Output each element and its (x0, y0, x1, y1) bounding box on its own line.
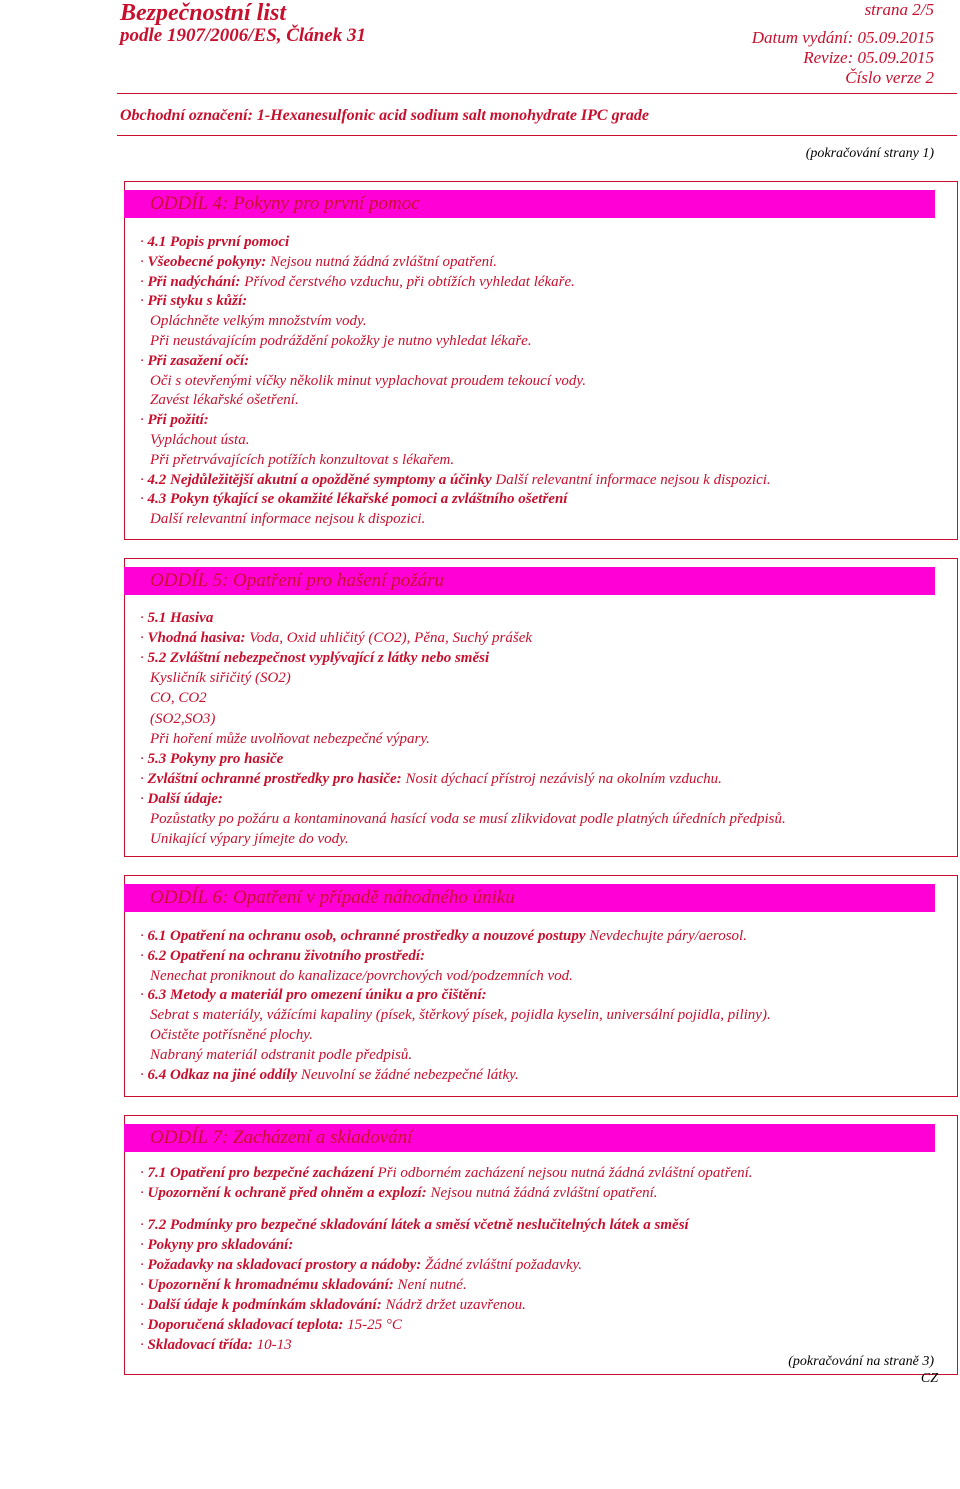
line-label: 4.2 Nejdůležitější akutní a opožděné symptomy a účinky (147, 471, 492, 488)
bullet-dot: · (140, 790, 148, 807)
line-label: 5.3 Pokyny pro hasiče (147, 750, 284, 767)
bullet-dot: · (140, 1337, 148, 1353)
s4-line-9 (150, 392, 299, 409)
bullet-dot: · (140, 234, 148, 250)
line-label: 6.4 Odkaz na jiné oddíly (147, 1066, 298, 1083)
line-text: Neuvolní se žádné nebezpečné látky. (297, 1066, 519, 1083)
bullet-dot: · (140, 630, 148, 647)
revision-date: Revize: 05.09.2015 (803, 48, 934, 67)
section-5-title: ODDÍL 5: Opatření pro hašení požáru (150, 570, 444, 591)
line-label: 4.1 Popis první pomoci (147, 234, 290, 250)
s6-line-8 (140, 1067, 519, 1084)
bullet-dot: · (140, 1066, 148, 1083)
s4-line-5 (150, 313, 367, 330)
line-label: 7.2 Podmínky pro bezpečné skladování látek a směsí včetně neslučitelných látek a směsí (147, 1217, 689, 1233)
bullet-dot: · (140, 987, 148, 1004)
s4-line-7 (140, 353, 249, 370)
line-label: 5.2 Zvláštní nebezpečnost vyplývající z látky nebo směsi (147, 650, 490, 667)
line-text: Kysličník siřičitý (SO2) (150, 670, 291, 687)
line-label: Při zasažení očí: (147, 352, 250, 369)
s5-line-4 (150, 670, 291, 687)
s5-line-12 (150, 831, 349, 848)
line-label: 4.3 Pokyn týkající se okamžité lékařské pomoci a zvláštního ošetření (147, 491, 568, 508)
s5-line-3 (140, 650, 489, 667)
line-label: Skladovací třída: (147, 1337, 253, 1353)
s5-line-8 (140, 751, 283, 768)
line-label: Vhodná hasiva: (147, 630, 246, 647)
bullet-dot: · (140, 1165, 148, 1181)
language-code: CZ (920, 1371, 938, 1386)
bullet-dot: · (140, 1217, 148, 1233)
s7-line-7 (140, 1297, 526, 1314)
line-label: Upozornění k hromadnému skladování: (147, 1277, 394, 1293)
line-text: Při odborném zacházení nejsou nutná žádná zvláštní opatření. (373, 1165, 753, 1181)
line-text: Sebrat s materiály, vážícími kapaliny (písek, štěrkový písek, pojidla kyselin, universální pojidla, piliny). (150, 1007, 771, 1024)
line-text: Další relevantní informace nejsou k dispozici. (150, 511, 426, 528)
s4-line-4 (140, 293, 247, 310)
bullet-dot: · (140, 770, 148, 787)
s4-line-2 (140, 254, 497, 271)
bullet-dot: · (140, 650, 148, 667)
line-text: Očistěte potřísněné plochy. (150, 1027, 313, 1043)
bullet-dot: · (140, 471, 148, 488)
s7-line-5 (140, 1257, 582, 1274)
line-text: Unikající výpary jímejte do vody. (150, 831, 349, 848)
s6-line-7 (150, 1047, 412, 1064)
bullet-dot: · (140, 1185, 148, 1201)
header-divider-bottom (117, 135, 957, 136)
bullet-dot: · (140, 1317, 148, 1333)
line-label: Při styku s kůží: (147, 293, 248, 310)
s6-line-2 (140, 948, 425, 965)
s4-line-15 (150, 511, 425, 528)
bullet-dot: · (140, 750, 148, 767)
line-label: Při požití: (147, 412, 209, 429)
line-label: Všeobecné pokyny: (147, 253, 267, 270)
header-divider-top (117, 93, 957, 94)
line-text: Nabraný materiál odstranit podle předpisů. (150, 1046, 413, 1063)
s4-line-13 (140, 472, 771, 489)
line-text: Nejsou nutná žádná zvláštní opatření. (266, 253, 498, 270)
s6-line-5 (150, 1007, 771, 1024)
line-text: Další relevantní informace nejsou k dispozici. (491, 471, 771, 488)
continued-from: (pokračování strany 1) (805, 146, 934, 161)
issue-date: Datum vydání: 05.09.2015 (751, 28, 934, 47)
line-label: 6.1 Opatření na ochranu osob, ochranné prostředky a nouzové postupy (147, 928, 586, 944)
document-title: Bezpečnostní list (120, 0, 287, 26)
bullet-dot: · (140, 491, 148, 508)
s7-line-3 (140, 1217, 689, 1234)
bullet-dot: · (140, 947, 148, 964)
s6-line-6 (150, 1027, 313, 1044)
bullet-dot: · (140, 928, 148, 944)
line-text: 10-13 (252, 1337, 292, 1353)
version-number: Číslo verze 2 (845, 68, 934, 87)
s5-line-5 (150, 690, 207, 707)
line-text: Není nutné. (393, 1277, 467, 1293)
line-text: Nosit dýchací přístroj nezávislý na okolním vzduchu. (401, 770, 722, 787)
line-text: Pozůstatky po požáru a kontaminovaná hasící voda se musí zlikvidovat podle platných úředních předpisů. (150, 811, 786, 827)
s6-line-4 (140, 987, 487, 1004)
line-label: Upozornění k ochraně před ohněm a explozí: (147, 1185, 427, 1201)
bullet-dot: · (140, 1277, 148, 1293)
s5-line-11 (150, 811, 786, 828)
line-text: Při přetrvávajících potížích konzultovat s lékařem. (150, 451, 455, 468)
bullet-dot: · (140, 1257, 148, 1273)
line-label: Další údaje: (147, 790, 223, 807)
s5-line-7 (150, 731, 430, 748)
line-text: 15-25 °C (343, 1317, 402, 1333)
s7-line-9 (140, 1337, 292, 1354)
bullet-dot: · (140, 253, 148, 270)
section-6-title: ODDÍL 6: Opatření v případě náhodného úniku (150, 887, 515, 908)
line-label: 6.2 Opatření na ochranu životního prostředí: (147, 947, 426, 964)
bullet-dot: · (140, 273, 148, 290)
line-label: Další údaje k podmínkám skladování: (147, 1297, 382, 1313)
line-text: Nevdechujte páry/aerosol. (585, 928, 747, 944)
line-label: Při nadýchání: (147, 273, 241, 290)
s6-line-1 (140, 928, 747, 945)
s4-line-8 (150, 373, 586, 390)
line-label: Pokyny pro skladování: (147, 1237, 294, 1253)
s7-line-1 (140, 1165, 753, 1182)
s4-line-11 (150, 432, 249, 449)
line-text: Zavést lékařské ošetření. (150, 392, 299, 409)
line-text: Voda, Oxid uhličitý (CO2), Pěna, Suchý prášek (245, 630, 533, 647)
line-text: Oči s otevřenými víčky několik minut vyplachovat proudem tekoucí vody. (150, 372, 586, 389)
line-text: Vypláchout ústa. (150, 432, 250, 448)
s5-line-9 (140, 771, 722, 788)
line-text: Přívod čerstvého vzduchu, při obtížích vyhledat lékaře. (240, 273, 575, 290)
trade-name: Obchodní označení: 1-Hexanesulfonic acid sodium salt monohydrate IPC grade (120, 107, 649, 124)
bullet-dot: · (140, 610, 148, 626)
s7-line-8 (140, 1317, 402, 1334)
s4-line-1 (140, 234, 289, 251)
line-text: (SO2,SO3) (150, 710, 216, 727)
section-7-title: ODDÍL 7: Zacházení a skladování (150, 1127, 413, 1148)
line-text: CO, CO2 (150, 690, 207, 707)
bullet-dot: · (140, 412, 148, 429)
s4-line-12 (150, 452, 454, 469)
line-label: Doporučená skladovací teplota: (147, 1317, 344, 1333)
line-text: Opláchněte velkým množstvím vody. (150, 313, 367, 330)
bullet-dot: · (140, 1237, 148, 1253)
s4-line-10 (140, 412, 209, 429)
line-text: Nenechat proniknout do kanalizace/povrchových vod/podzemních vod. (150, 967, 573, 984)
page-number: strana 2/5 (864, 0, 934, 19)
line-text: Při neustávajícím podráždění pokožky je nutno vyhledat lékaře. (150, 333, 532, 349)
line-label: 5.1 Hasiva (147, 610, 214, 626)
line-label: 7.1 Opatření pro bezpečné zacházení (147, 1165, 374, 1181)
line-text: Nejsou nutná žádná zvláštní opatření. (426, 1185, 658, 1201)
bullet-dot: · (140, 1297, 148, 1313)
s5-line-1 (140, 610, 213, 627)
section-4-title: ODDÍL 4: Pokyny pro první pomoc (150, 193, 420, 214)
continued-to: (pokračování na straně 3) (788, 1354, 934, 1369)
s5-line-6 (150, 711, 215, 728)
s4-line-14 (140, 491, 567, 508)
s7-line-4 (140, 1237, 293, 1254)
s7-line-2 (140, 1185, 658, 1202)
regulation-subtitle: podle 1907/2006/ES, Článek 31 (120, 25, 366, 46)
line-text: Žádné zvláštní požadavky. (421, 1257, 583, 1273)
line-label: Požadavky na skladovací prostory a nádoby: (147, 1257, 422, 1273)
s4-line-3 (140, 274, 575, 291)
s4-line-6 (150, 333, 532, 350)
s5-line-10 (140, 791, 223, 808)
s5-line-2 (140, 630, 532, 647)
bullet-dot: · (140, 352, 148, 369)
line-text: Nádrž držet uzavřenou. (381, 1297, 526, 1313)
line-text: Při hoření může uvolňovat nebezpečné výpary. (150, 730, 430, 747)
line-label: 6.3 Metody a materiál pro omezení úniku a pro čištění: (147, 987, 487, 1004)
bullet-dot: · (140, 293, 148, 310)
s6-line-3 (150, 968, 573, 985)
line-label: Zvláštní ochranné prostředky pro hasiče: (147, 770, 402, 787)
s7-line-6 (140, 1277, 467, 1294)
